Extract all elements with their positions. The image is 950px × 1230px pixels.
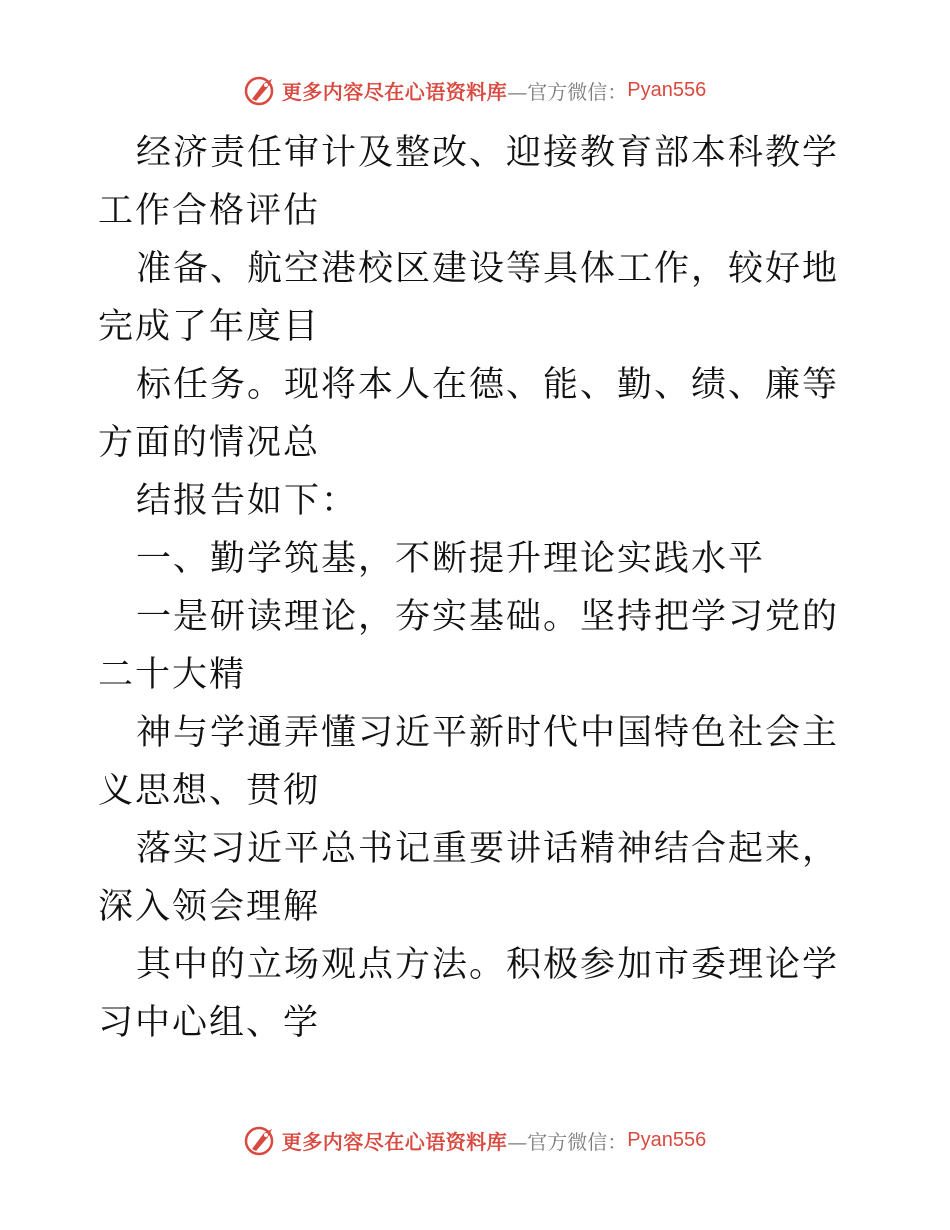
paragraph: 神与学通弄懂习近平新时代中国特色社会主义思想、贯彻: [98, 713, 840, 811]
watermark-brand: 更多内容尽在心语资料库: [281, 79, 508, 104]
paragraph: 准备、航空港校区建设等具体工作，较好地完成了年度目: [98, 249, 840, 347]
watermark-wechat-id: Pyan556: [627, 78, 707, 101]
section-heading: 一、勤学筑基，不断提升理论实践水平: [136, 539, 766, 579]
watermark-contact: —官方微信：: [507, 79, 628, 104]
header-watermark: [0, 72, 950, 108]
watermark-contact: —官方微信：: [507, 1129, 628, 1154]
paragraph: 一是研读理论，夯实基础。坚持把学习党的二十大精: [98, 597, 840, 695]
watermark-wechat-id: Pyan556: [627, 1128, 707, 1151]
paragraph: 经济责任审计及整改、迎接教育部本科教学工作合格评估: [98, 133, 840, 231]
paragraph: 其中的立场观点方法。积极参加市委理论学习中心组、学: [98, 945, 840, 1043]
pen-nib-logo-icon: [244, 1123, 278, 1157]
watermark-brand: 更多内容尽在心语资料库: [281, 1129, 508, 1154]
document-body: [98, 124, 858, 1052]
paragraph: 结报告如下：: [136, 481, 359, 521]
pen-nib-logo-icon: [244, 73, 278, 107]
paragraph: 标任务。现将本人在德、能、勤、绩、廉等方面的情况总: [98, 365, 840, 463]
footer-watermark: [0, 1122, 950, 1158]
paragraph: 落实习近平总书记重要讲话精神结合起来，深入领会理解: [98, 829, 840, 927]
